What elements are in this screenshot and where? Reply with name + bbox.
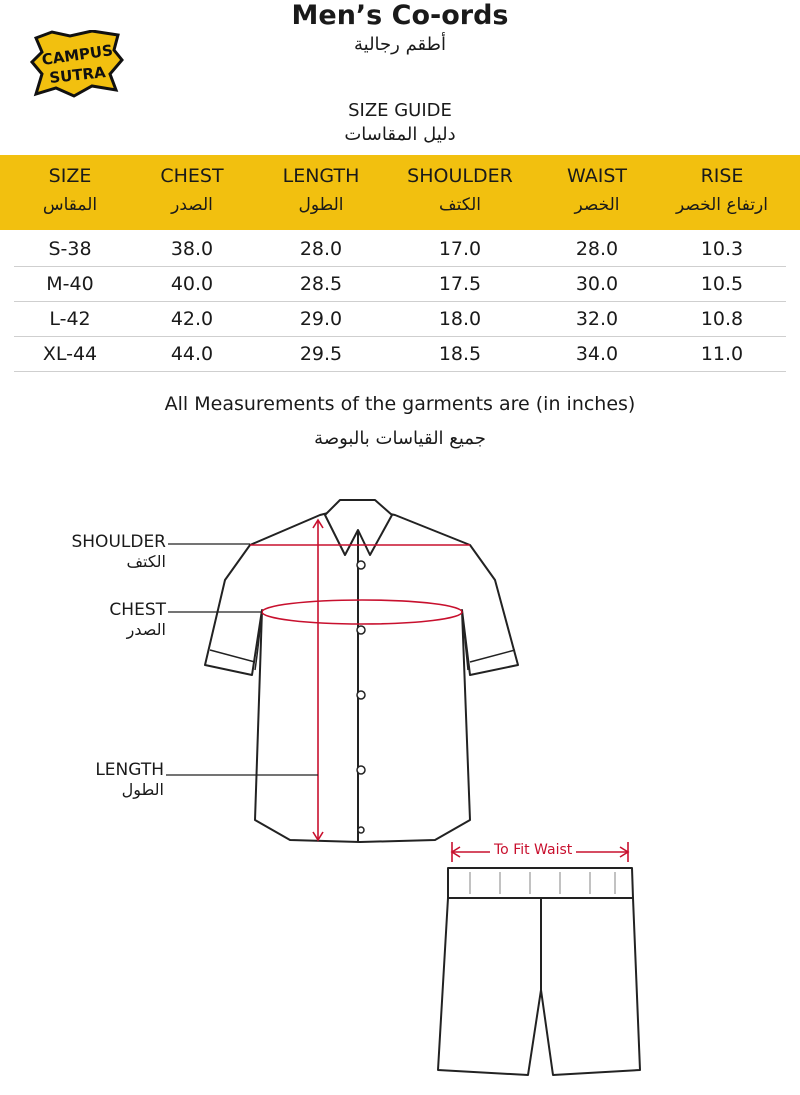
table-cell-waist: 32.0 [575, 308, 619, 330]
units-note: All Measurements of the garments are (in inches) [164, 393, 636, 415]
column-header-label-arabic: الخصر [574, 195, 620, 215]
shoulder-label-text: SHOULDER [71, 532, 166, 552]
garment-measurement-diagram [0, 470, 800, 1091]
table-cell-chest: 42.0 [170, 308, 214, 330]
column-header-label-arabic: الطول [298, 195, 344, 215]
column-header-length [265, 155, 377, 230]
column-header-label-arabic: الكتف [438, 195, 482, 215]
chest-label-arabic: الصدر [126, 620, 166, 639]
column-header-label: LENGTH [282, 165, 360, 187]
table-row [14, 232, 786, 267]
shoulder-label-arabic: الكتف [126, 552, 166, 571]
page-title: Men’s Co-ords [291, 0, 509, 31]
size-guide-title: SIZE GUIDE [348, 100, 452, 121]
column-header-label: WAIST [566, 165, 627, 187]
brand-logo [30, 30, 125, 100]
table-cell-rise: 10.5 [700, 273, 744, 295]
table-cell-chest: 40.0 [170, 273, 214, 295]
table-row [14, 302, 786, 337]
column-header-label: SIZE [48, 165, 92, 187]
column-header-label-arabic: ارتفاع الخصر [676, 195, 768, 215]
table-cell-length: 29.5 [299, 343, 343, 365]
table-cell-size: M-40 [46, 273, 94, 295]
chest-label [30, 600, 166, 639]
column-header-label-arabic: الصدر [171, 195, 213, 215]
table-row [14, 337, 786, 372]
table-cell-shoulder: 18.0 [438, 308, 482, 330]
table-cell-chest: 44.0 [170, 343, 214, 365]
length-label-text: LENGTH [95, 760, 164, 780]
table-cell-shoulder: 18.5 [438, 343, 482, 365]
table-cell-rise: 11.0 [700, 343, 744, 365]
size-table-header [0, 155, 800, 230]
column-header-label: SHOULDER [407, 165, 513, 187]
logo-text-line2: SUTRA [48, 63, 107, 87]
table-cell-size: L-42 [49, 308, 91, 330]
column-header-label: RISE [700, 165, 744, 187]
table-cell-length: 29.0 [299, 308, 343, 330]
column-header-waist [541, 155, 653, 230]
table-cell-shoulder: 17.5 [438, 273, 482, 295]
table-cell-waist: 30.0 [575, 273, 619, 295]
chest-label-text: CHEST [109, 600, 166, 620]
column-header-shoulder [393, 155, 527, 230]
size-guide-title-arabic: دليل المقاسات [344, 124, 456, 145]
table-cell-length: 28.0 [299, 238, 343, 260]
table-cell-rise: 10.3 [700, 238, 744, 260]
waist-label: To Fit Waist [490, 842, 576, 858]
length-label-arabic: الطول [121, 780, 164, 799]
column-header-label-arabic: المقاس [42, 195, 98, 215]
table-cell-shoulder: 17.0 [438, 238, 482, 260]
column-header-chest [136, 155, 248, 230]
table-cell-waist: 34.0 [575, 343, 619, 365]
table-cell-size: S-38 [48, 238, 92, 260]
table-cell-rise: 10.8 [700, 308, 744, 330]
shoulder-label [30, 532, 166, 571]
logo-text-line1: CAMPUS [40, 41, 114, 69]
column-header-size [14, 155, 126, 230]
table-row [14, 267, 786, 302]
units-note-arabic: جميع القياسات بالبوصة [314, 428, 486, 449]
table-cell-length: 28.5 [299, 273, 343, 295]
table-cell-chest: 38.0 [170, 238, 214, 260]
length-label [30, 760, 164, 799]
table-cell-waist: 28.0 [575, 238, 619, 260]
page-subtitle-arabic: أطقم رجالية [353, 34, 446, 55]
table-cell-size: XL-44 [42, 343, 98, 365]
column-header-label: CHEST [160, 165, 224, 187]
column-header-rise [652, 155, 792, 230]
